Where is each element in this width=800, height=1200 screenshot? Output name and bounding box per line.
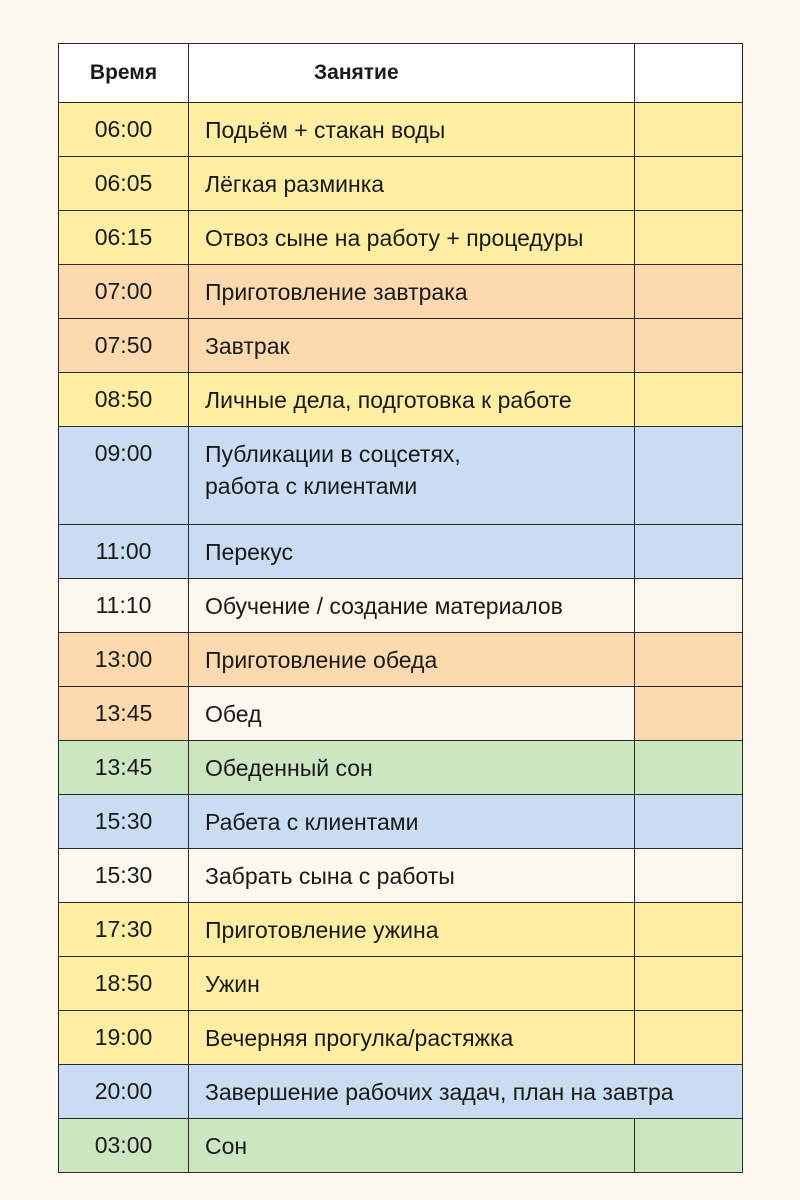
- table-row: [59, 957, 743, 1011]
- time-cell: 13:45: [59, 687, 189, 741]
- time-cell: 06:15: [59, 211, 189, 265]
- extra-cell: [635, 687, 743, 741]
- activity-cell: Завершение рабочих задач, план на завтра: [189, 1065, 743, 1119]
- table-row: [59, 103, 743, 157]
- activity-cell: Лёгкая разминка: [189, 157, 635, 211]
- time-cell: 11:00: [59, 525, 189, 579]
- time-cell: 08:50: [59, 373, 189, 427]
- time-cell: 13:45: [59, 741, 189, 795]
- time-cell: 18:50: [59, 957, 189, 1011]
- table-row: [59, 579, 743, 633]
- header-activity: Занятие: [189, 44, 635, 103]
- activity-cell: Приготовление ужина: [189, 903, 635, 957]
- table-row: [59, 427, 743, 525]
- table-row: [59, 795, 743, 849]
- extra-cell: [635, 373, 743, 427]
- table-row: [59, 687, 743, 741]
- activity-cell: Приготовление завтрака: [189, 265, 635, 319]
- activity-cell: Завтрак: [189, 319, 635, 373]
- time-cell: 11:10: [59, 579, 189, 633]
- time-cell: 06:00: [59, 103, 189, 157]
- table-row: [59, 319, 743, 373]
- activity-line: работа с клиентами: [205, 473, 418, 499]
- activity-cell: [189, 427, 635, 525]
- extra-cell: [635, 211, 743, 265]
- activity-cell: Подьём + стакан воды: [189, 103, 635, 157]
- extra-cell: [635, 849, 743, 903]
- activity-cell: Перекус: [189, 525, 635, 579]
- header-row: [59, 44, 743, 103]
- extra-cell: [635, 633, 743, 687]
- table-row: [59, 525, 743, 579]
- activity-cell: Ужин: [189, 957, 635, 1011]
- activity-cell: Отвоз сыне на работу + процедуры: [189, 211, 635, 265]
- extra-cell: [635, 1011, 743, 1065]
- extra-cell: [635, 741, 743, 795]
- extra-cell: [635, 319, 743, 373]
- table-row: [59, 741, 743, 795]
- schedule-body: [59, 103, 743, 1173]
- table-row: [59, 265, 743, 319]
- table-row: [59, 1119, 743, 1173]
- extra-cell: [635, 1119, 743, 1173]
- table-row: [59, 903, 743, 957]
- extra-cell: [635, 795, 743, 849]
- activity-cell: Приготовление обеда: [189, 633, 635, 687]
- table-row: [59, 1065, 743, 1119]
- table-row: [59, 849, 743, 903]
- extra-cell: [635, 265, 743, 319]
- table-row: [59, 157, 743, 211]
- activity-cell: Обед: [189, 687, 635, 741]
- activity-cell: Забрать сына с работы: [189, 849, 635, 903]
- activity-cell: Личные дела, подготовка к работе: [189, 373, 635, 427]
- extra-cell: [635, 157, 743, 211]
- activity-cell: Рабета с клиентами: [189, 795, 635, 849]
- time-cell: 09:00: [59, 427, 189, 525]
- table-row: [59, 211, 743, 265]
- activity-cell: Вечерняя прогулка/растяжка: [189, 1011, 635, 1065]
- activity-line: Публикации в соцсетях,: [205, 441, 461, 467]
- activity-cell: Сон: [189, 1119, 635, 1173]
- time-cell: 20:00: [59, 1065, 189, 1119]
- extra-cell: [635, 427, 743, 525]
- table-row: [59, 373, 743, 427]
- time-cell: 07:50: [59, 319, 189, 373]
- time-cell: 06:05: [59, 157, 189, 211]
- activity-cell: Обеденный сон: [189, 741, 635, 795]
- activity-cell: Обучение / создание материалов: [189, 579, 635, 633]
- extra-cell: [635, 525, 743, 579]
- header-time: Время: [59, 44, 189, 103]
- extra-cell: [635, 579, 743, 633]
- extra-cell: [635, 103, 743, 157]
- schedule-table: [58, 43, 743, 1173]
- extra-cell: [635, 957, 743, 1011]
- header-extra: [635, 44, 743, 103]
- time-cell: 15:30: [59, 849, 189, 903]
- time-cell: 07:00: [59, 265, 189, 319]
- time-cell: 19:00: [59, 1011, 189, 1065]
- time-cell: 17:30: [59, 903, 189, 957]
- table-row: [59, 1011, 743, 1065]
- extra-cell: [635, 903, 743, 957]
- time-cell: 03:00: [59, 1119, 189, 1173]
- time-cell: 15:30: [59, 795, 189, 849]
- table-row: [59, 633, 743, 687]
- time-cell: 13:00: [59, 633, 189, 687]
